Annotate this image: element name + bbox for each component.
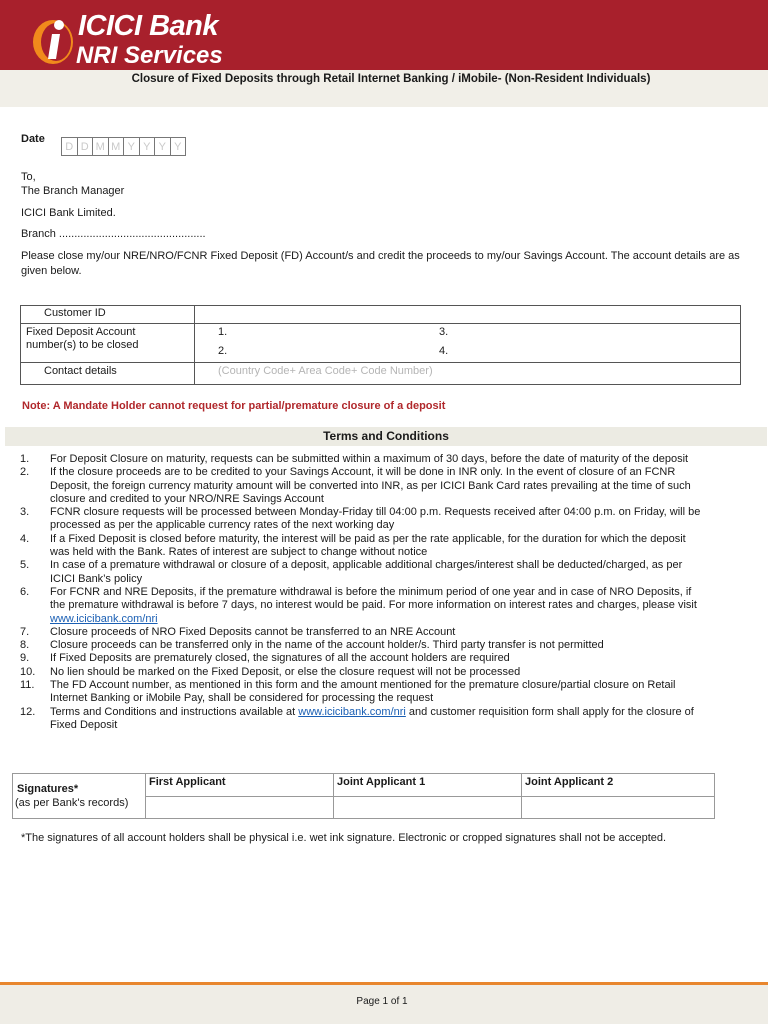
signature-table: [12, 773, 715, 819]
date-box[interactable]: M: [109, 138, 125, 155]
terms-list: [0, 453, 768, 732]
branch-line[interactable]: Branch ................................................: [21, 228, 206, 240]
fd-number-label-1: Fixed Deposit Account: [26, 326, 136, 338]
first-applicant-header: First Applicant: [149, 776, 226, 788]
terms-item: 5. In case of a premature withdrawal or closure of a deposit, applicable additional charges/interest shall be deducted/charged, as per ICICI Bank’s policy: [20, 559, 683, 585]
terms-item: 7. Closure proceeds of NRO Fixed Deposits cannot be transferred to an NRE Account: [20, 625, 456, 638]
date-box[interactable]: D: [78, 138, 94, 155]
first-applicant-signature[interactable]: [146, 797, 332, 818]
bank-line: ICICI Bank Limited.: [21, 207, 116, 219]
date-label: Date: [21, 133, 45, 145]
icici-logo-mark-icon: [30, 12, 76, 66]
icici-nri-link[interactable]: www.icicibank.com/nri: [50, 612, 158, 625]
joint-applicant-2-signature[interactable]: [522, 797, 714, 818]
request-paragraph: Please close my/our NRE/NRO/FCNR Fixed Deposit (FD) Account/s and credit the proceeds to my/our Savings Account. The account details are as given below.: [21, 250, 740, 277]
signatures-label: Signatures*: [17, 783, 79, 795]
joint-applicant-1-signature[interactable]: [334, 797, 520, 818]
date-box[interactable]: Y: [174, 141, 182, 153]
signature-note: *The signatures of all account holders shall be physical i.e. wet ink signature. Electronic or cropped signatures shall not be accepted.: [21, 832, 667, 844]
mandate-note: Note: A Mandate Holder cannot request for partial/premature closure of a deposit: [22, 400, 446, 412]
terms-item: 3. FCNR closure requests will be processed between Monday-Friday till 04:00 p.m. Requests received after 04:00 p.m. on Friday, will be processed as per the applicable currency rates of the next working day: [20, 506, 701, 532]
salutation-to: To,: [21, 171, 36, 183]
fd-number-slot-4[interactable]: 4.: [439, 345, 449, 357]
fd-number-slot-1[interactable]: 1.: [218, 326, 228, 338]
terms-item: 4. If a Fixed Deposit is closed before maturity, the interest will be paid as per the rate applicable, for the duration for which the deposit was held with the Bank. Rates of interest are subject to change without notice: [20, 532, 686, 559]
customer-id-input[interactable]: [195, 307, 741, 322]
terms-item: 11. The FD Account number, as mentioned in this form and the amount mentioned for the premature closure/partial closure on Retail Internet Banking or iMobile Pay, shall be considered for processing the request: [20, 679, 676, 705]
recipient-line: The Branch Manager: [21, 185, 125, 197]
terms-item: 12. Terms and Conditions and instructions available at www.icicibank.com/nri and customer requisition form shall apply for the closure of Fixed Deposit: [20, 705, 694, 731]
brand-subtitle: NRI Services: [76, 42, 223, 69]
fd-number-label-2: number(s) to be closed: [26, 339, 139, 351]
contact-details-input[interactable]: (Country Code+ Area Code+ Code Number): [218, 365, 433, 377]
brand-name: ICICI Bank: [78, 10, 219, 42]
icici-nri-link[interactable]: www.icicibank.com/nri: [298, 705, 406, 718]
terms-heading: Terms and Conditions: [5, 427, 767, 446]
contact-details-label: Contact details: [44, 365, 117, 377]
signatures-sublabel: (as per Bank's records): [15, 797, 129, 809]
fd-number-slot-2[interactable]: 2.: [218, 345, 228, 357]
joint-applicant-1-header: Joint Applicant 1: [337, 776, 426, 788]
date-box[interactable]: Y: [140, 138, 156, 155]
terms-item: 6. For FCNR and NRE Deposits, if the premature withdrawal is before the minimum period of one year and in case of NRO Deposits, if the premature withdrawal is before 7 days, no interest would be paid. For more information on interest rates and charges, please visit www.icicibank.com/nri: [20, 585, 697, 625]
terms-item: 1. For Deposit Closure on maturity, requests can be submitted within a maximum of 30 days, before the date of maturity of the deposit: [20, 453, 689, 465]
terms-item: 9. If Fixed Deposits are prematurely closed, the signatures of all the account holders are required: [20, 652, 510, 665]
fd-details-table: [20, 305, 741, 385]
fd-number-slot-3[interactable]: 3.: [439, 326, 449, 338]
date-box[interactable]: Y: [124, 138, 140, 155]
date-box[interactable]: D: [62, 138, 78, 155]
date-input[interactable]: [61, 137, 186, 156]
icici-logo: [30, 8, 290, 68]
joint-applicant-2-header: Joint Applicant 2: [525, 776, 614, 788]
customer-id-label: Customer ID: [44, 307, 106, 319]
header-bar: [0, 0, 768, 70]
terms-item: 8. Closure proceeds can be transferred only in the name of the account holder/s. Third party transfer is not permitted: [20, 639, 604, 652]
page-number: Page 1 of 1: [356, 996, 408, 1007]
date-box[interactable]: M: [93, 138, 109, 155]
form-title: Closure of Fixed Deposits through Retail Internet Banking / iMobile- (Non-Resident Individuals): [131, 73, 651, 85]
terms-item: 2. If the closure proceeds are to be credited to your Savings Account, it will be done in INR only. In the event of closure of an FCNR Deposit, the foreign currency maturity amount will be converted into INR, as per ICICI Bank Card rates prevailing at the time of such closure and credited to your NRO/NRE Savings Account: [20, 466, 691, 505]
date-box[interactable]: Y: [155, 138, 171, 155]
terms-item: 10. No lien should be marked on the Fixed Deposit, or else the closure request will not be processed: [20, 665, 521, 678]
